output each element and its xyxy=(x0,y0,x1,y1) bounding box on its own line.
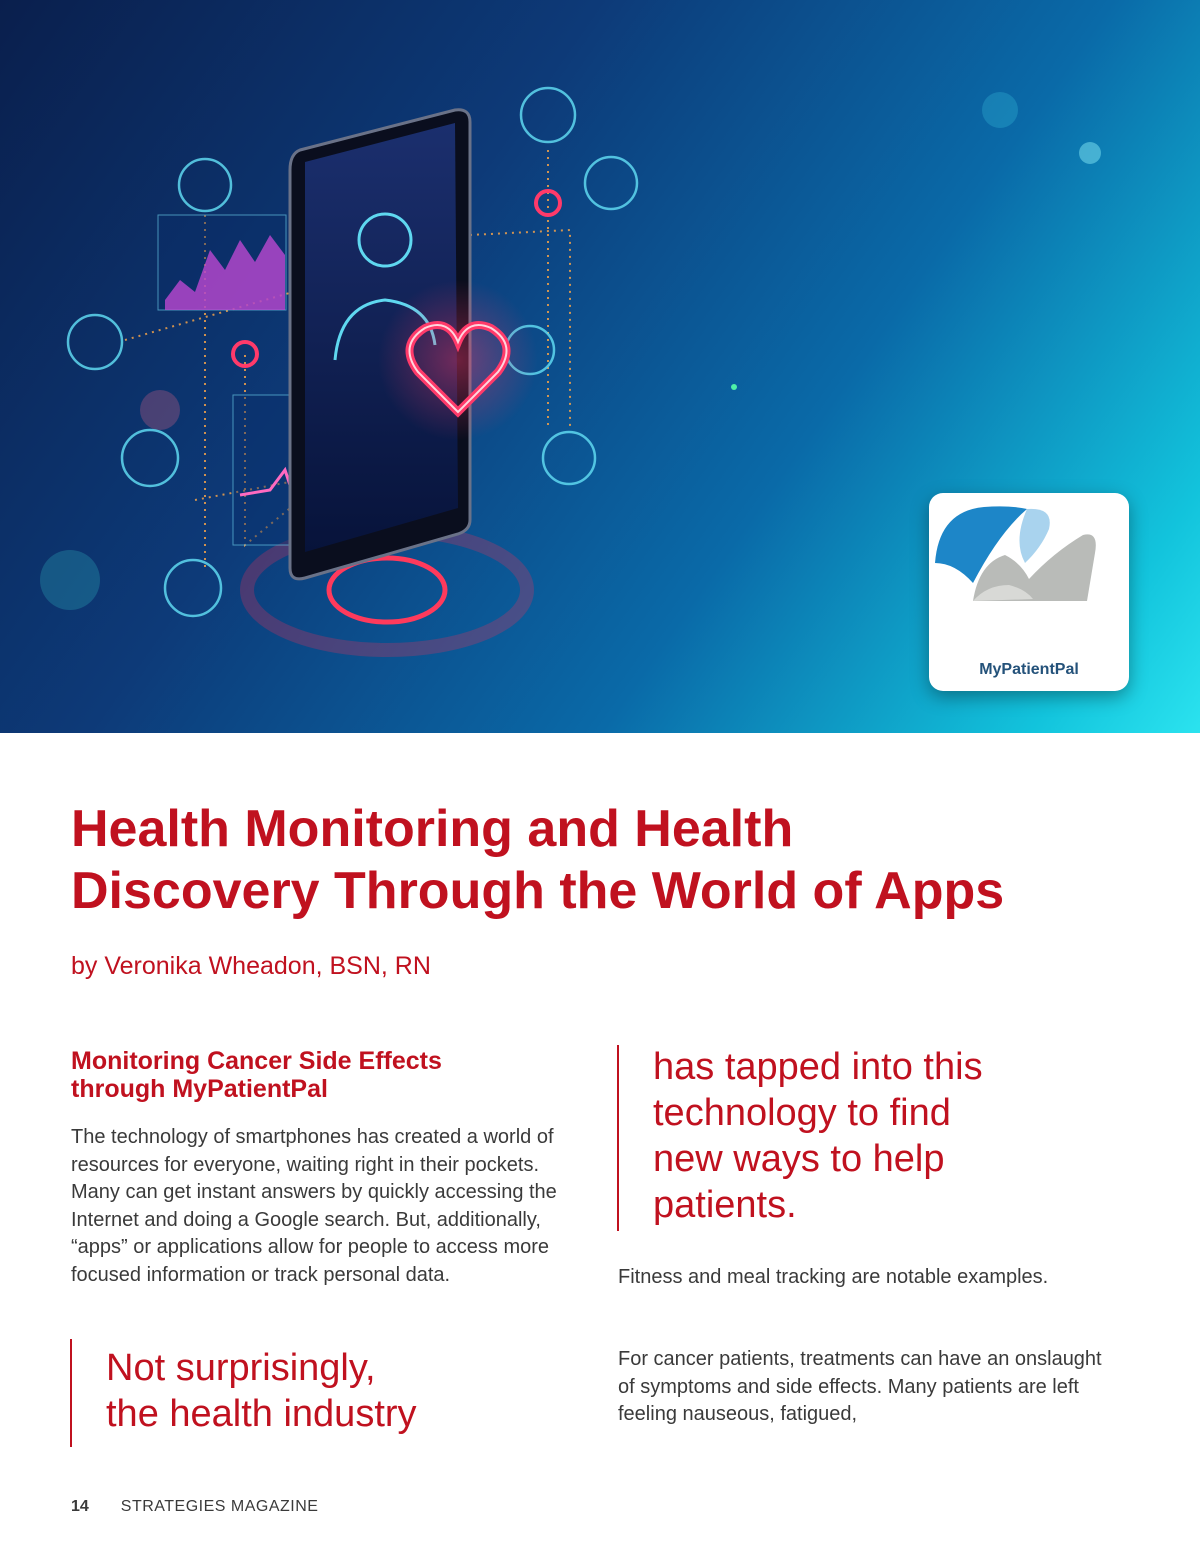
pull-quote-bar xyxy=(617,1045,619,1231)
pull-quote-bar xyxy=(70,1339,72,1447)
subhead-line: Monitoring Cancer Side Effects xyxy=(71,1047,442,1075)
article-title xyxy=(71,798,1171,922)
page-footer xyxy=(71,1498,318,1516)
pull-quote-left xyxy=(106,1345,417,1437)
body-paragraph: For cancer patients, treatments can have an onslaught of symptoms and side effects. Many patients are left feeling nauseous, fatigued, xyxy=(618,1348,1102,1425)
pull-quote-line: patients. xyxy=(653,1184,797,1226)
pull-quote-line: new ways to help xyxy=(653,1138,945,1180)
pull-quote-right xyxy=(653,1044,983,1228)
magazine-name: STRATEGIES MAGAZINE xyxy=(120,1498,319,1515)
body-paragraph: The technology of smartphones has created a world of resources for everyone, waiting right in their pockets. Many can get instant answers by quickly accessing the Internet and doing a Google search. But, additionally, “apps” or applications allow for people to access more focused information or track personal data. xyxy=(71,1126,557,1286)
title-line: Discovery Through the World of Apps xyxy=(71,862,1005,920)
section-subhead xyxy=(71,1047,551,1103)
hero-illustration xyxy=(0,0,1200,733)
byline: by Veronika Wheadon, BSN, RN xyxy=(71,952,431,980)
pull-quote-line: technology to find xyxy=(653,1092,951,1134)
app-card xyxy=(929,493,1129,691)
title-line: Health Monitoring and Health xyxy=(71,800,794,858)
mypatientpal-logo xyxy=(929,493,1101,611)
body-paragraph: Fitness and meal tracking are notable examples. xyxy=(618,1266,1049,1288)
pull-quote-line: has tapped into this xyxy=(653,1046,983,1088)
pull-quote-line: Not surprisingly, xyxy=(106,1347,376,1389)
app-name: MyPatientPal xyxy=(979,661,1079,678)
pull-quote-line: the health industry xyxy=(106,1393,417,1435)
subhead-line: through MyPatientPal xyxy=(71,1075,328,1103)
page-number: 14 xyxy=(71,1498,89,1515)
